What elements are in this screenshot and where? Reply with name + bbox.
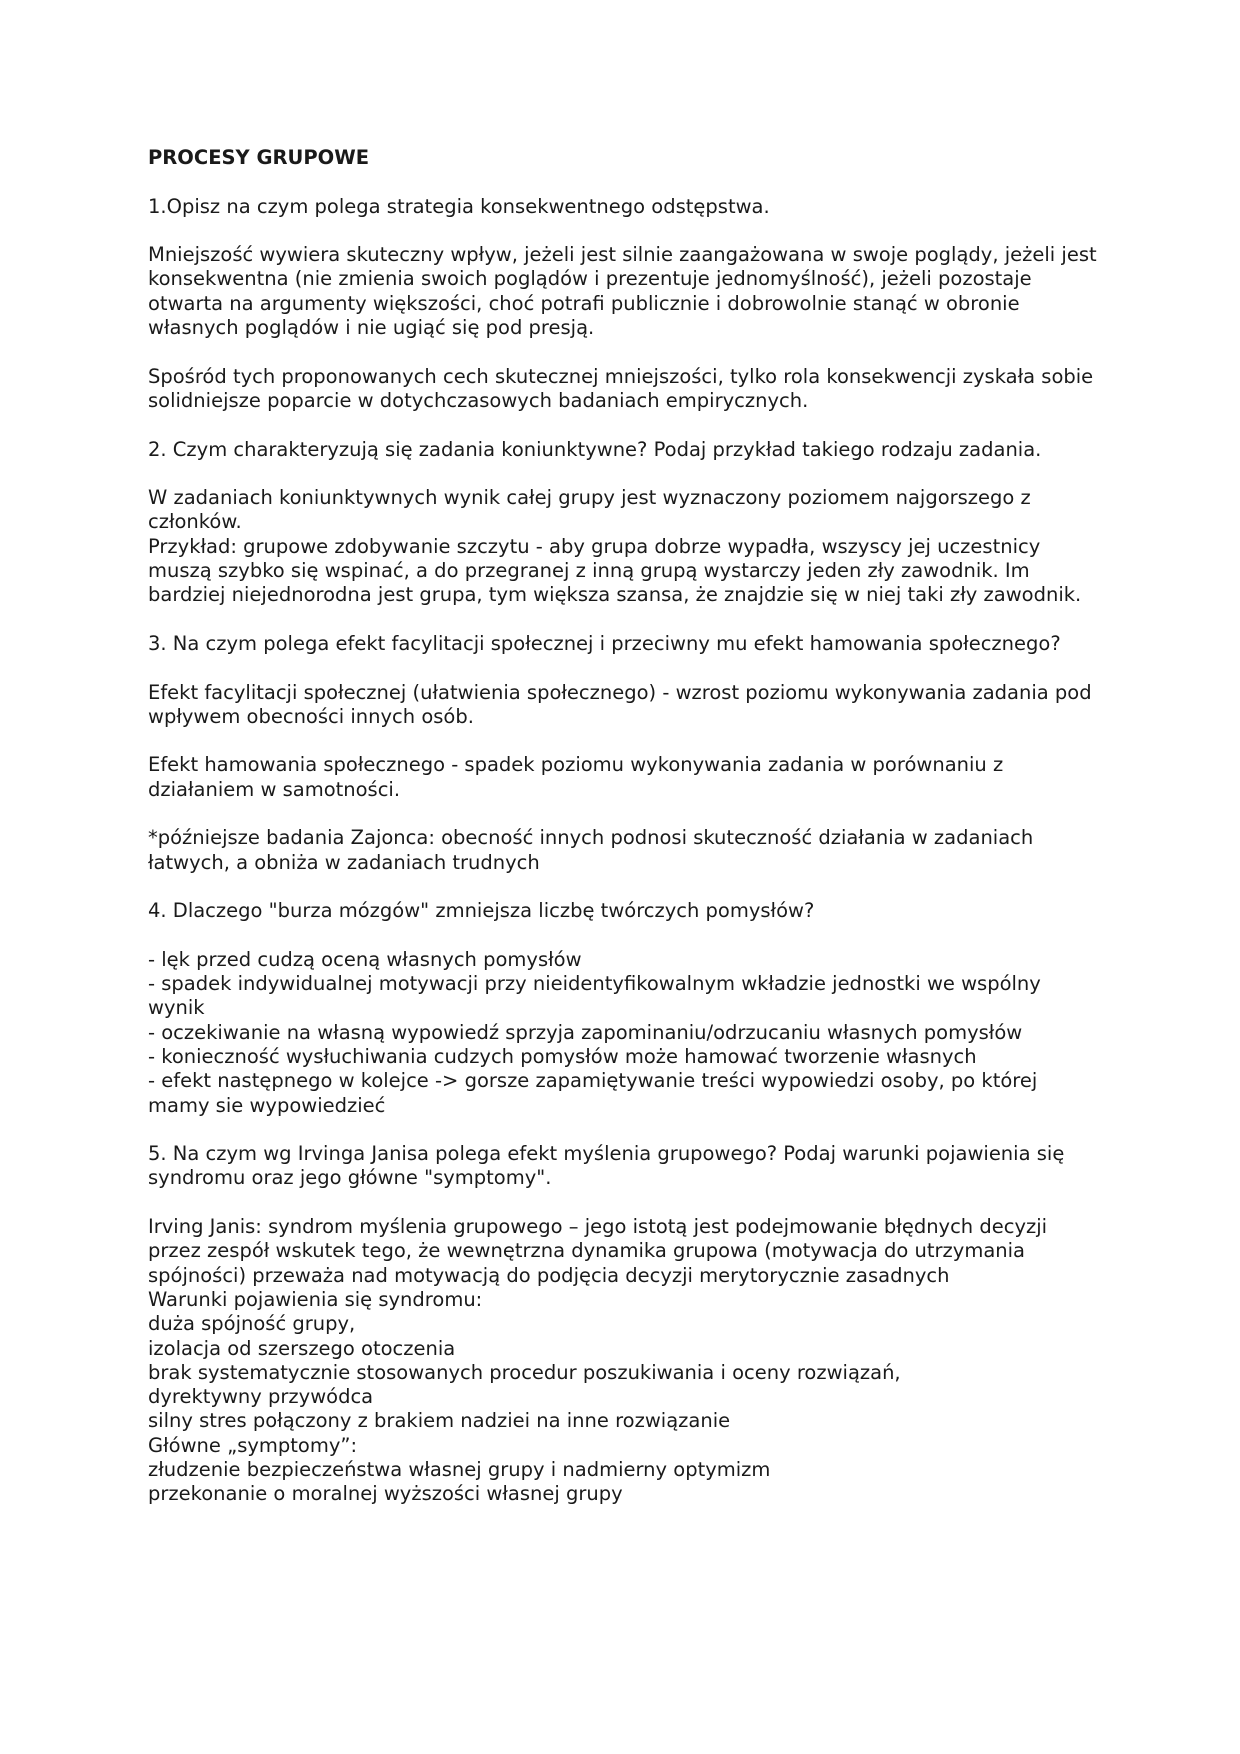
list-item: - oczekiwanie na własną wypowiedź sprzyja zapominaniu/odrzucaniu własnych pomysłów xyxy=(148,1020,1023,1044)
answer-5 xyxy=(148,1215,1098,1507)
conditions-heading: Warunki pojawienia się syndromu: xyxy=(148,1287,483,1311)
question-4: 4. Dlaczego "burza mózgów" zmniejsza liczbę twórczych pomysłów? xyxy=(148,899,815,923)
answer-1-paragraph-2: Spośród tych proponowanych cech skutecznej mniejszości, tylko rola konsekwencji zyskała sobie solidniejsze poparcie w dotychczasowych badaniach empirycznych. xyxy=(148,364,1094,412)
list-item: przekonanie o moralnej wyższości własnej grupy xyxy=(148,1482,623,1506)
question-2: 2. Czym charakteryzują się zadania koniunktywne? Podaj przykład takiego rodzaju zadania. xyxy=(148,437,1042,461)
list-item: - konieczność wysłuchiwania cudzych pomysłów może hamować tworzenie własnych xyxy=(148,1044,977,1068)
answer-1-paragraph-1: Mniejszość wywiera skuteczny wpływ, jeżeli jest silnie zaangażowana w swoje poglądy, jeżeli jest konsekwentna (nie zmienia swoich poglądów i prezentuje jednomyślność), jeżeli pozostaje otwarta na argumenty większości, choć potrafi publicznie i dobrowolnie stanąć w obronie własnych poglądów i nie ugiąć się pod presją. xyxy=(148,243,1097,340)
list-item: brak systematycznie stosowanych procedur poszukiwania i oceny rozwiązań, xyxy=(148,1360,901,1384)
list-item: - lęk przed cudzą oceną własnych pomysłów xyxy=(148,947,582,971)
document-page xyxy=(148,146,1098,1507)
answer-3-paragraph-1: Efekt facylitacji społecznej (ułatwienia społecznego) - wzrost poziomu wykonywania zadania pod wpływem obecności innych osób. xyxy=(148,680,1092,728)
list-item: złudzenie bezpieczeństwa własnej grupy i nadmierny optymizm xyxy=(148,1458,771,1482)
list-item: duża spójność grupy, xyxy=(148,1312,356,1336)
document-title: PROCESY GRUPOWE xyxy=(148,146,370,169)
answer-3-paragraph-2: Efekt hamowania społecznego - spadek poziomu wykonywania zadania w porównaniu z działaniem w samotności. xyxy=(148,753,1004,801)
answer-2-paragraph-2: Przykład: grupowe zdobywanie szczytu - aby grupa dobrze wypadła, wszyscy jej uczestnicy muszą szybko się wspinać, a do przegranej z inną grupą wystarczy jeden zły zawodnik. Im bardziej niejednorodna jest grupa, tym większa szansa, że znajdzie się w niej taki zły zawodnik. xyxy=(148,534,1082,607)
answer-3-paragraph-3: *późniejsze badania Zajonca: obecność innych podnosi skuteczność działania w zadaniach łatwych, a obniża w zadaniach trudnych xyxy=(148,826,1034,874)
list-item: - efekt następnego w kolejce -> gorsze zapamiętywanie treści wypowiedzi osoby, po której mamy sie wypowiedzieć xyxy=(148,1069,1038,1117)
list-item: - spadek indywidualnej motywacji przy nieidentyfikowalnym wkładzie jednostki we wspólny wynik xyxy=(148,972,1041,1020)
answer-4-list xyxy=(148,948,1098,1118)
list-item: silny stres połączony z brakiem nadziei na inne rozwiązanie xyxy=(148,1409,731,1433)
list-item: izolacja od szerszego otoczenia xyxy=(148,1336,456,1360)
symptoms-heading: Główne „symptomy”: xyxy=(148,1433,358,1457)
question-1: 1.Opisz na czym polega strategia konsekwentnego odstępstwa. xyxy=(148,194,770,218)
answer-2-paragraph-1: W zadaniach koniunktywnych wynik całej grupy jest wyznaczony poziomem najgorszego z członków. xyxy=(148,486,1031,534)
question-3: 3. Na czym polega efekt facylitacji społecznej i przeciwny mu efekt hamowania społecznego? xyxy=(148,631,1061,655)
answer-5-definition: Irving Janis: syndrom myślenia grupowego – jego istotą jest podejmowanie błędnych decyzji przez zespół wskutek tego, że wewnętrzna dynamika grupowa (motywacja do utrzymania spójności) przeważa nad motywacją do podjęcia decyzji merytorycznie zasadnych xyxy=(148,1215,1048,1287)
list-item: dyrektywny przywódca xyxy=(148,1385,374,1409)
question-5: 5. Na czym wg Irvinga Janisa polega efekt myślenia grupowego? Podaj warunki pojawienia się syndromu oraz jego główne "symptomy". xyxy=(148,1142,1065,1190)
